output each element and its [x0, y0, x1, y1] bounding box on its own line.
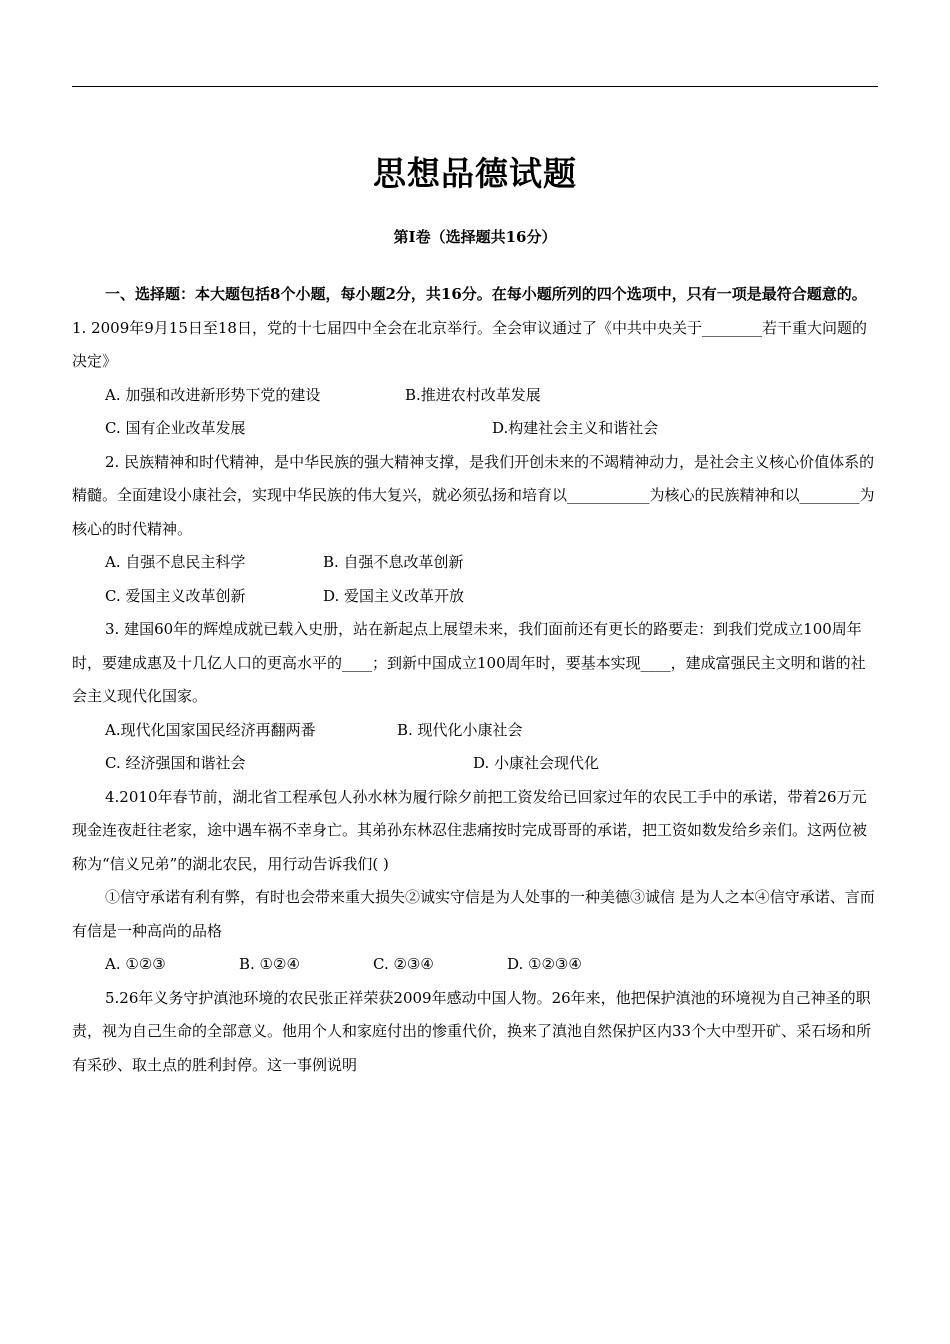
- question-2-options-row-2: [72, 580, 878, 614]
- question-1-options-row-1: [72, 379, 878, 413]
- question-1-option-b: B.推进农村改革发展: [405, 385, 541, 404]
- question-2-options-row-1: [72, 546, 878, 580]
- question-2-stem: 2. 民族精神和时代精神，是中华民族的强大精神支撑，是我们开创未来的不竭精神动力，是社会主义核心价值体系的精髓。全面建设小康社会，实现中华民族的伟大复兴，就必须弘扬和培育以___________为核心的民族精神和以________为核心的时代精神。: [72, 452, 875, 538]
- question-1-option-d: D.构建社会主义和谐社会: [492, 419, 659, 437]
- question-1-stem: 1. 2009年9月15日至18日，党的十七届四中全会在北京举行。全会审议通过了《中共中央关于________若干重大问题的决定》: [72, 318, 867, 370]
- question-1-option-c: C. 国有企业改革发展: [105, 419, 246, 437]
- question-2-option-b: B. 自强不息改革创新: [323, 553, 464, 571]
- exam-page: [72, 0, 878, 1344]
- question-4-option-b: B. ①②④: [239, 955, 300, 973]
- question-3-options-row-2: [72, 747, 878, 781]
- question-4-option-d: D. ①②③④: [507, 955, 582, 973]
- question-5-stem: 5.26年义务守护滇池环境的农民张正祥荣获2009年感动中国人物。26年来，他把保护滇池的环境视为自己神圣的职责，视为自己生命的全部意义。他用个人和家庭付出的惨重代价，换来了滇池自然保护区内33个大中型开矿、采石场和所有采砂、取土点的胜利封停。这一事例说明: [72, 988, 872, 1074]
- question-3-options-row-1: [72, 714, 878, 748]
- question-3-stem: 3. 建国60年的辉煌成就已载入史册，站在新起点上展望未来，我们面前还有更长的路要走：到我们党成立100周年时，要建成惠及十几亿人口的更高水平的____；到新中国成立100周年时，要基本实现____，建成富强民主文明和谐的社会主义现代化国家。: [72, 620, 866, 705]
- question-4-stem: 4.2010年春节前，湖北省工程承包人孙水林为履行除夕前把工资发给已回家过年的农民工手中的承诺，带着26万元现金连夜赶往老家，途中遇车祸不幸身亡。其弟孙东林忍住悲痛按时完成哥哥的承诺，把工资如数发给乡亲们。这两位被称为“信义兄弟”的湖北农民，用行动告诉我们( ): [72, 787, 868, 873]
- question-4-option-a: A. ①②③: [105, 955, 166, 973]
- question-4-options: [72, 948, 878, 982]
- page-title: 思想品德试题: [373, 154, 577, 193]
- question-3-option-b: B. 现代化小康社会: [397, 720, 523, 739]
- question-2-option-c: C. 爱国主义改革创新: [105, 586, 246, 605]
- question-4-option-c: C. ②③④: [373, 955, 434, 973]
- section-heading: 一、选择题：本大题包括8个小题，每小题2分，共16分。在每小题所列的四个选项中，只有一项是最符合题意的。: [105, 285, 867, 303]
- question-4-statements: ①信守承诺有利有弊，有时也会带来重大损失②诚实守信是为人处事的一种美德③诚信 是为人之本④信守承诺、言而有信是一种高尚的品格: [72, 888, 875, 940]
- header-rule: [72, 86, 878, 87]
- question-2-option-d: D. 爱国主义改革开放: [323, 586, 465, 605]
- section-subtitle: 第Ⅰ卷（选择题共16分）: [393, 228, 557, 246]
- question-3-option-d: D. 小康社会现代化: [473, 754, 600, 772]
- question-3-option-a: A.现代化国家国民经济再翻两番: [105, 720, 316, 739]
- question-2-option-a: A. 自强不息民主科学: [105, 553, 246, 571]
- question-3-option-c: C. 经济强国和谐社会: [105, 754, 246, 772]
- question-1-options-row-2: [72, 412, 878, 446]
- exam-content: [72, 278, 878, 1082]
- question-1-option-a: A. 加强和改进新形势下党的建设: [105, 385, 321, 404]
